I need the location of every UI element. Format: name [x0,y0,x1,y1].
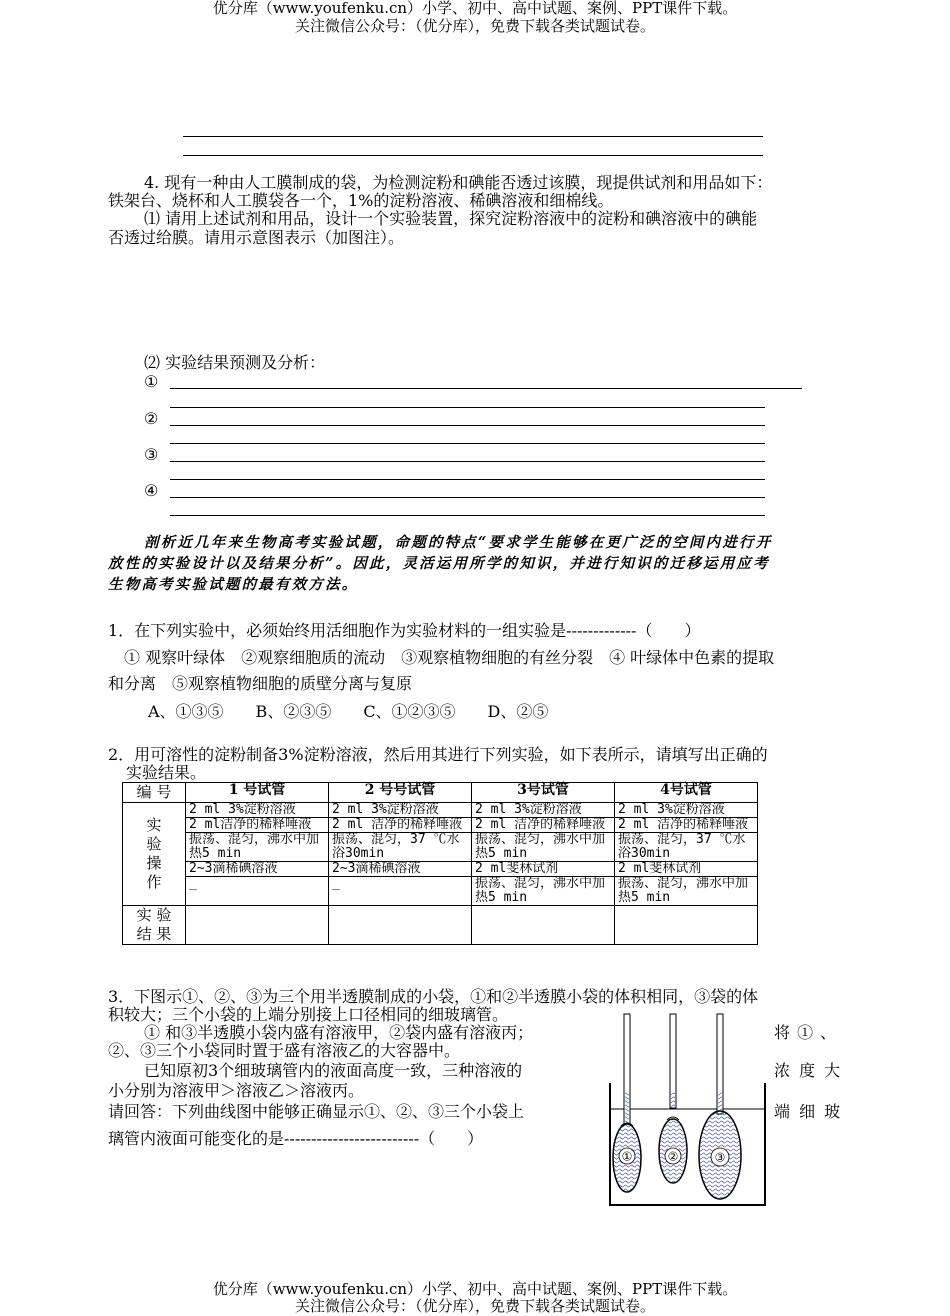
table-row [123,877,758,906]
table-result-row [123,906,758,945]
q4-part1-line1: ⑴ 请用上述试剂和用品，设计一个实验装置，探究淀粉溶液中的淀粉和碘溶液中的碘能 [144,209,758,228]
table-cell: _ [329,877,472,906]
table-cell: _ [186,877,329,906]
q1-items-line1: ① 观察叶绿体 ②观察细胞质的流动 ③观察植物细胞的有丝分裂 ④ 叶绿体中色素的提取 [124,648,775,667]
answer-marker-3: ③ [144,445,159,464]
experiment-table [122,782,758,945]
answer-line [170,425,765,426]
q3-line5a: 已知原初3个细玻璃管内的液面高度一致，三种溶液的 [144,1061,523,1080]
table-header-cell: 编 号 [123,783,186,803]
table-cell: 2 ml 3%淀粉溶液 [615,803,758,818]
q4-line1: 4. 现有一种由人工膜制成的袋，为检测淀粉和碘能否透过该膜，现提供试剂和用品如下： [144,173,773,192]
intro-line1: 剖析近几年来生物高考实验试题，命题的特点“要求学生能够在更广泛的空间内进行开 [144,534,773,551]
table-row [123,818,758,833]
table-cell: 2~3滴稀碘溶液 [186,862,329,877]
q3-line7b: 端 细 玻 [774,1102,843,1121]
bag-label-1: ① [621,1149,633,1164]
answer-line [170,388,802,389]
q3-line6: 小分别为溶液甲＞溶液乙＞溶液丙。 [108,1081,365,1100]
table-cell: 2 ml 洁净的稀释唾液 [472,818,615,833]
table-header-cell: 4号试管 [615,783,758,803]
page-footer-line2: 关注微信公众号：（优分库），免费下载各类试题试卷。 [294,1297,655,1315]
q1-stem: 1．在下列实验中，必须始终用活细胞作为实验材料的一组实验是-------------（ ） [108,621,701,640]
q3-line5b: 浓 度 大 [774,1061,843,1080]
q3-line2: 积较大；三个小袋的上端分别接上口径相同的细玻璃管。 [108,1005,509,1024]
glass-tube-2 [670,1014,676,1108]
answer-marker-2: ② [144,409,159,428]
table-row [123,862,758,877]
answer-line [170,479,765,480]
q3-line7a: 请回答：下列曲线图中能够正确显示①、②、③三个小袋上 [108,1102,525,1121]
row-label-result: 实 验结 果 [123,906,186,945]
table-cell: 2 ml 3%淀粉溶液 [472,803,615,818]
q3-line8: 璃管内液面可能变化的是-------------------------（ ） [108,1129,484,1148]
table-cell: 振荡、混匀，沸水中加热5 min [472,877,615,906]
table-cell: 2~3滴稀碘溶液 [329,862,472,877]
q4-line2: 铁架台、烧杯和人工膜袋各一个，1%的淀粉溶液、稀碘溶液和细棉线。 [108,191,614,210]
q3-line3b: 将 ① 、 [774,1023,838,1042]
table-header-cell: 3号试管 [472,783,615,803]
table-header-row [123,783,758,803]
q1-items-line2: 和分离 ⑤观察植物细胞的质壁分离与复原 [108,674,413,693]
table-cell: 2 ml 洁净的稀释唾液 [329,818,472,833]
intro-line3: 生物高考实验试题的最有效方法。 [108,576,359,593]
q4-part1-line2: 否透过给膜。请用示意图表示（加图注）。 [108,228,405,247]
row-label-operations: 实验操作 [123,803,186,906]
answer-line [170,407,765,408]
table-header-cell: 2 号号试管 [329,783,472,803]
answer-line [170,461,765,462]
answer-line [170,443,765,444]
page-header-line1: 优分库（www.youfenku.cn）小学、初中、高中试题、案例、PPT课件下载。 [212,0,738,17]
table-cell: 振荡、混匀，沸水中加热5 min [615,877,758,906]
q2-stem-line1: 2．用可溶性的淀粉制备3%淀粉溶液，然后用其进行下列实验，如下表所示，请填写出正确的 [108,745,768,764]
result-cell [615,906,758,945]
result-cell [186,906,329,945]
q3-line1: 3．下图示①、②、③为三个用半透膜制成的小袋，①和②半透膜小袋的体积相同，③袋的体 [108,987,759,1006]
result-cell [472,906,615,945]
answer-marker-4: ④ [144,481,159,500]
table-cell: 振荡、混匀，37 ℃水浴30min [615,833,758,862]
bag-label-2: ② [667,1149,679,1164]
table-cell: 2 ml 3%淀粉溶液 [329,803,472,818]
glass-tube-1 [624,1014,630,1124]
q3-line3a: ① 和③半透膜小袋内盛有溶液甲，②袋内盛有溶液丙； [144,1023,534,1042]
result-cell [329,906,472,945]
answer-line [183,155,763,156]
table-cell: 振荡、混匀，沸水中加热5 min [186,833,329,862]
table-cell: 2 ml斐林试剂 [472,862,615,877]
q1-options: A、①③⑤ B、②③⑤ C、①②③⑤ D、②⑤ [148,702,549,721]
bag-label-3: ③ [714,1150,726,1165]
q2-stem-line2: 实验结果。 [126,763,207,782]
table-cell: 2 ml洁净的稀释唾液 [186,818,329,833]
page-header-line2: 关注微信公众号：（优分库），免费下载各类试题试卷。 [294,17,655,35]
osmosis-diagram [600,1008,775,1213]
table-row [123,833,758,862]
answer-line [170,497,765,498]
q3-line4: ②、③三个小袋同时置于盛有溶液乙的大容器中。 [108,1041,461,1060]
table-cell: 2 ml斐林试剂 [615,862,758,877]
answer-line [183,136,763,137]
q4-part2-title: ⑵ 实验结果预测及分析： [144,353,326,372]
table-cell: 2 ml 洁净的稀释唾液 [615,818,758,833]
table-row [123,803,758,818]
intro-line2: 放性的实验设计以及结果分析”。因此，灵活运用所学的知识，并进行知识的迁移运用应考 [108,555,770,572]
page-footer-line1: 优分库（www.youfenku.cn）小学、初中、高中试题、案例、PPT课件下载。 [212,1280,738,1298]
answer-line [170,515,765,516]
table-cell: 2 ml 3%淀粉溶液 [186,803,329,818]
table-cell: 振荡、混匀，37 ℃水浴30min [329,833,472,862]
glass-tube-3 [717,1014,723,1114]
answer-marker-1: ① [144,372,159,391]
table-cell: 振荡、混匀，沸水中加热5 min [472,833,615,862]
table-header-cell: 1 号试管 [186,783,329,803]
